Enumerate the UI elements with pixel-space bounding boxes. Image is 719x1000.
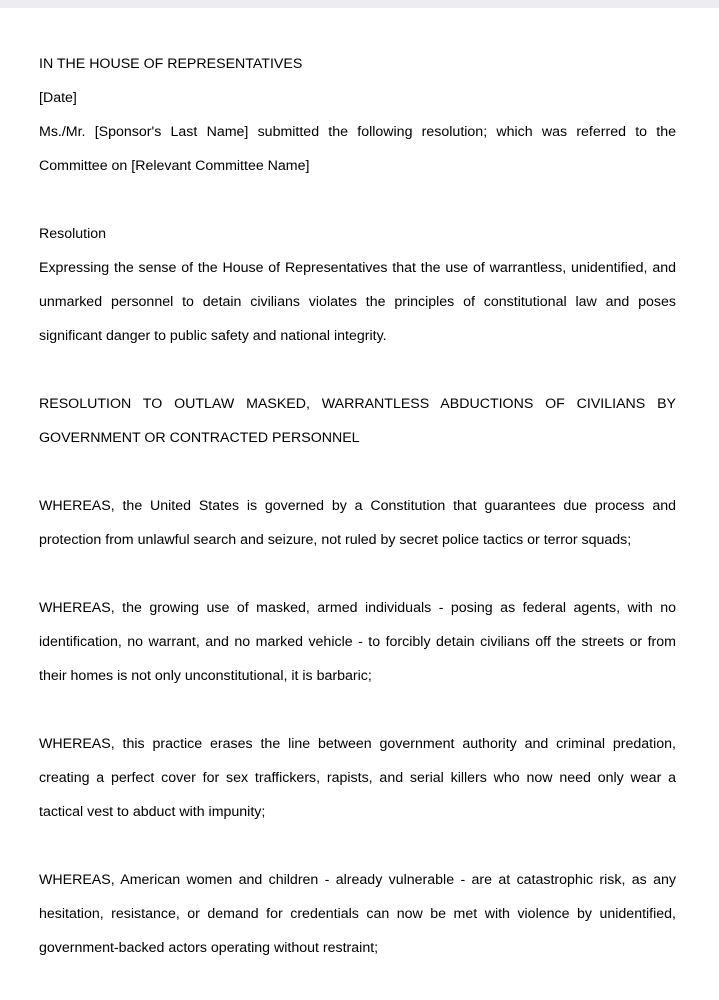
summary-paragraph: Expressing the sense of the House of Representatives that the use of warrantless, unidentified, and unmarked personnel to detain civilians violates the principles of constitutional law and poses significant danger to public safety and national integrity. <box>39 260 676 344</box>
document-body <box>39 47 676 965</box>
date-line: [Date] <box>39 90 77 106</box>
document-page <box>0 8 719 1000</box>
submission-paragraph: Ms./Mr. [Sponsor's Last Name] submitted the following resolution; which was referred to the Committee on [Relevant Committee Name] <box>39 124 676 174</box>
resolution-title: RESOLUTION TO OUTLAW MASKED, WARRANTLESS ABDUCTIONS OF CIVILIANS BY GOVERNMENT OR CONTRACTED PERSONNEL <box>39 396 676 446</box>
spacer <box>39 353 676 387</box>
whereas-clause: WHEREAS, the growing use of masked, armed individuals - posing as federal agents, with no identification, no warrant, and no marked vehicle - to forcibly detain civilians off the streets or from their homes is not only unconstitutional, it is barbaric; <box>39 600 676 684</box>
spacer <box>39 557 676 591</box>
whereas-clause: WHEREAS, this practice erases the line between government authority and criminal predation, creating a perfect cover for sex traffickers, rapists, and serial killers who now need only wear a tactical vest to abduct with impunity; <box>39 736 676 820</box>
spacer <box>39 829 676 863</box>
chamber-heading: IN THE HOUSE OF REPRESENTATIVES <box>39 56 303 72</box>
spacer <box>39 455 676 489</box>
resolution-label: Resolution <box>39 226 107 242</box>
spacer <box>39 183 676 217</box>
whereas-clause: WHEREAS, American women and children - already vulnerable - are at catastrophic risk, as any hesitation, resistance, or demand for credentials can now be met with violence by unidentified, government-backed actors operating without restraint; <box>39 872 676 956</box>
whereas-clause: WHEREAS, the United States is governed by a Constitution that guarantees due process and protection from unlawful search and seizure, not ruled by secret police tactics or terror squads; <box>39 498 676 548</box>
spacer <box>39 693 676 727</box>
